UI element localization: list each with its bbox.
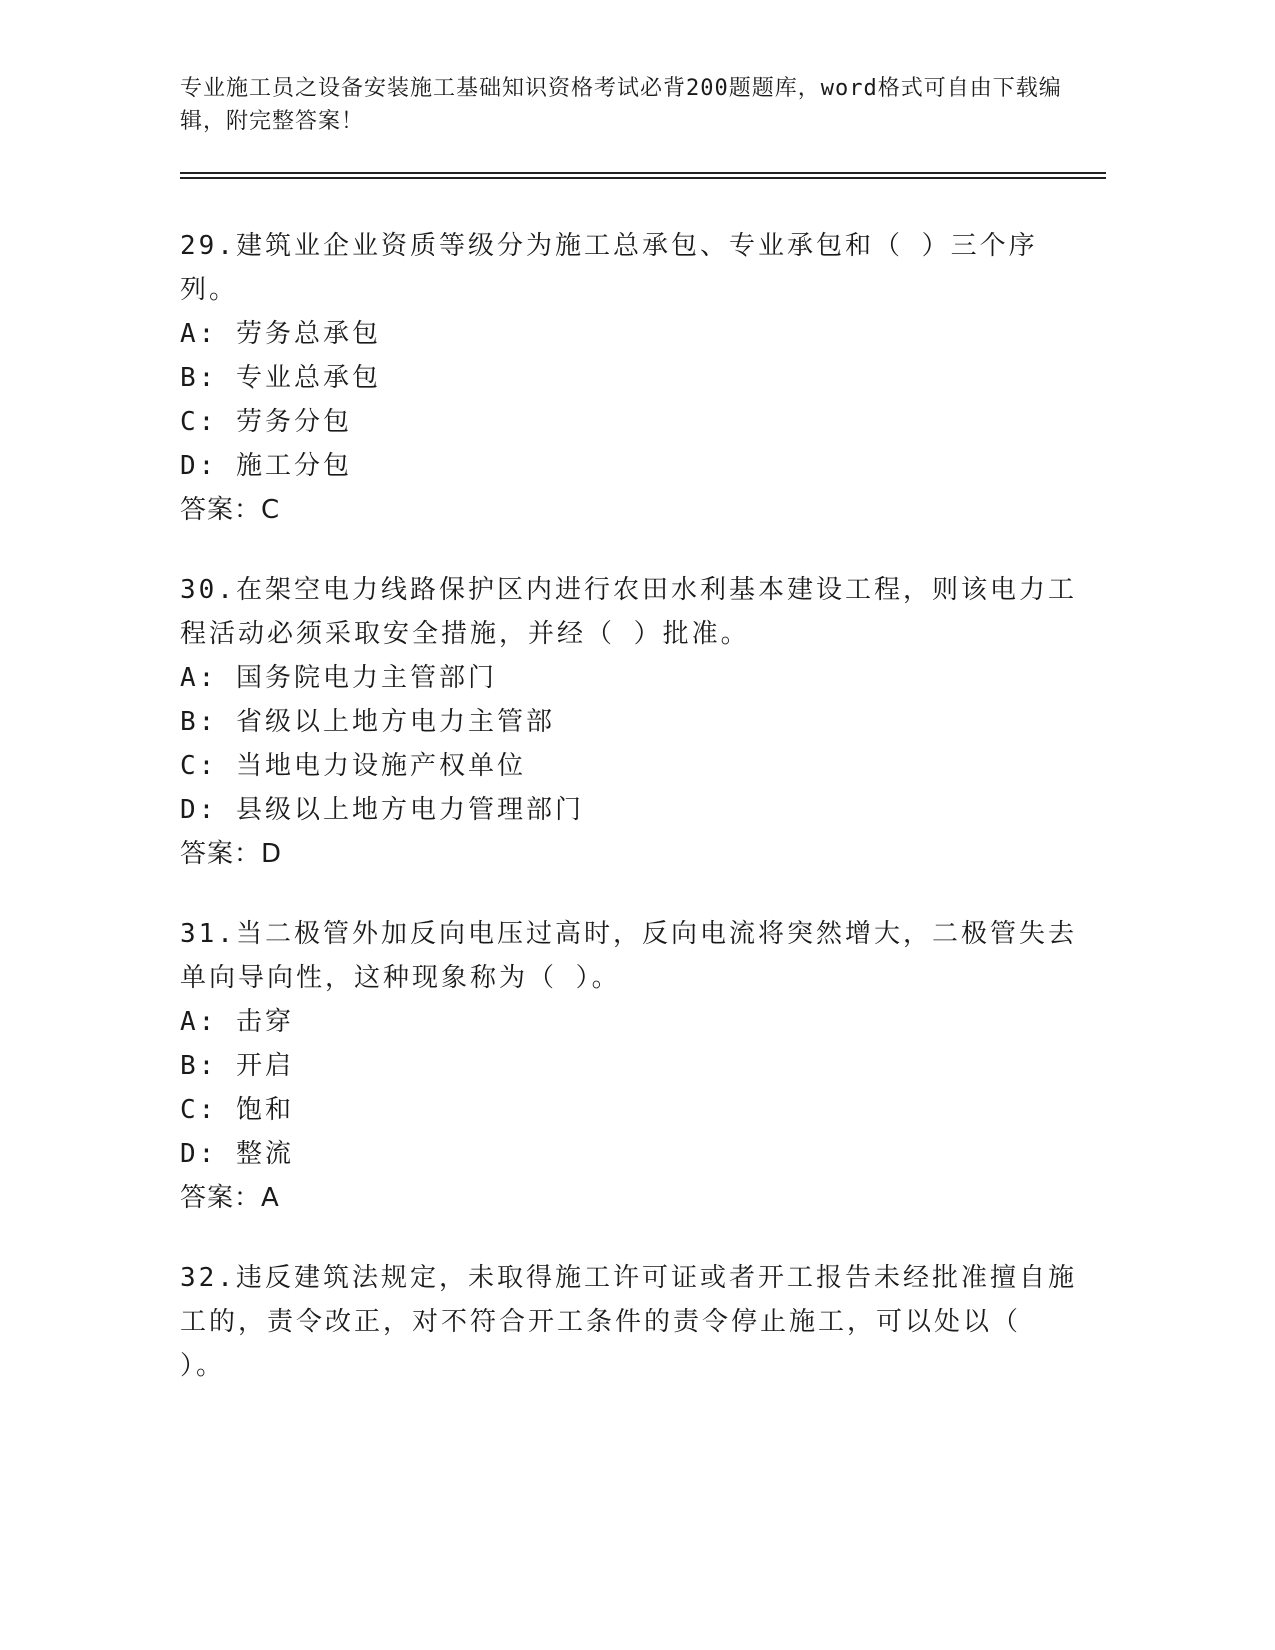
option-d: D: 整流	[180, 1139, 294, 1169]
option-a: A: 劳务总承包	[180, 319, 381, 349]
question-stem: 32.违反建筑法规定，未取得施工许可证或者开工报告未经批准擅自施工的，责令改正，对不符合开工条件的责令停止施工，可以处以（ ）。	[180, 1263, 1077, 1381]
option-b: B: 开启	[180, 1051, 294, 1081]
answer-line: 答案：C	[180, 495, 281, 525]
question-31	[180, 912, 1080, 1220]
answer-line: 答案：D	[180, 839, 283, 869]
header-divider-bottom	[180, 177, 1106, 179]
question-29	[180, 224, 1080, 532]
option-a: A: 击穿	[180, 1007, 294, 1037]
option-c: C: 当地电力设施产权单位	[180, 751, 526, 781]
option-b: B: 专业总承包	[180, 363, 381, 393]
answer-line: 答案：A	[180, 1183, 280, 1213]
question-list	[180, 224, 1080, 1424]
question-stem: 29.建筑业企业资质等级分为施工总承包、专业承包和（ ）三个序列。	[180, 231, 1038, 305]
header-divider-top	[180, 172, 1106, 174]
question-stem: 31.当二极管外加反向电压过高时，反向电流将突然增大，二极管失去单向导向性，这种现象称为（ ）。	[180, 919, 1077, 993]
option-b: B: 省级以上地方电力主管部	[180, 707, 555, 737]
option-d: D: 县级以上地方电力管理部门	[180, 795, 584, 825]
question-stem: 30.在架空电力线路保护区内进行农田水利基本建设工程，则该电力工程活动必须采取安全措施，并经（ ）批准。	[180, 575, 1077, 649]
document-header: 专业施工员之设备安装施工基础知识资格考试必背200题题库，word格式可自由下载编辑，附完整答案！	[180, 76, 1062, 134]
option-c: C: 饱和	[180, 1095, 294, 1125]
option-c: C: 劳务分包	[180, 407, 352, 437]
question-32	[180, 1256, 1080, 1388]
option-a: A: 国务院电力主管部门	[180, 663, 497, 693]
question-30	[180, 568, 1080, 876]
option-d: D: 施工分包	[180, 451, 352, 481]
